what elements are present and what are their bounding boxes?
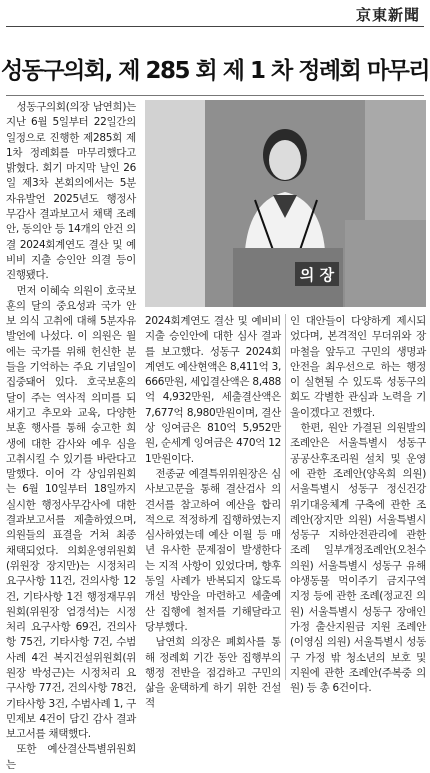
article-column-1: [6, 100, 136, 771]
newspaper-masthead: 京東新聞: [355, 6, 420, 24]
side-desk: [345, 220, 426, 307]
photo-illustration: [145, 100, 426, 307]
person-face: [269, 140, 301, 180]
paragraph: 남연희 의장은 폐회사를 통해 정례회 기간 동안 집행부의 행정 전반을 점검하고 구민의 삶을 윤택하게 하기 위한 건설적: [145, 636, 281, 710]
podium-label: 의 장: [299, 266, 335, 284]
paragraph: 먼저 이혜숙 의원이 호국보훈의 달의 중요성과 국가 안보 의식 고취에 대해 5분자유발언에 나섰다. 이 의원은 월에는 국가를 위해 헌신한 분들을 기억하는 주요 기념일이 집중돼어 있다. 호국보훈의 달이 주는 역사적 의미를 되새기고 추모와 교육, 다양한 보훈 행사를 통해 숭고한 희생에 대한 감사와 예우 심을 고취시킬 수 있기를 바란다고 말했다. 이어 각 상임위원회는 6월 10일부터 18일까지 실시한 행정사무감사에 대한 결과보고서를 제출하였으며, 의원들의 표결을 거쳐 최종 채택되었다. 의회운영위원회(위원장 장지만)는 시정처리 요구사항 11건, 건의사항 12건, 기타사항 1건 행정재무위원회(위원장 엄경석)는 시정처리 요구사항 69건, 건의사항 75건, 기타사항 7건, 수범사례 4건 복지건설위원회(위원장 박성근)는 시정처리 요구사항 77건, 건의사항 78건, 기타사항 3건, 수범사례 1, 구민제보 4건이 담긴 감사 결과보고서를 채택했다.: [6, 284, 136, 741]
article-column-2: [145, 314, 281, 710]
paragraph: 성동구의회(의장 남연희)는 지난 6월 5일부터 22일간의 일정으로 진행한 제285회 제1차 정례회를 마무리했다고 밝혔다. 회기 마지막 날인 26일 제3차 본회의에서는 5분자유발언 2025년도 행정사무감사 결과보고서 채택 조례안, 동의안 등 14개의 안건 의결 2024회계연도 결산 및 예비비 지출 승인안 의결 등이 진행됐다.: [6, 101, 136, 282]
background-panel-left: [145, 100, 205, 307]
chairperson-photo: [145, 100, 426, 307]
paragraph: 또한 예산결산특별위원회는: [6, 743, 136, 771]
column-divider: [285, 314, 286, 680]
paragraph: 2024회계연도 결산 및 예비비 지출 승인안에 대한 심사 결과를 보고했다. 성동구 2024회계연도 예산현액은 8,411억 3,666만원, 세입결산액은 8,488억 4,932만원, 세출결산액은 7,677억 8,980만원이며, 결산상 잉여금은 810억 5,952만원, 순세계 잉여금은 470억 121만원이다.: [145, 315, 281, 465]
paragraph: 인 대안들이 다양하게 제시되었다며, 본격적인 무더위와 장마철을 앞두고 구민의 생명과 안전을 최우선으로 하는 행정이 실현될 수 있도록 성동구의 회도 각별한 관심과 노력을 기울이겠다고 전했다.: [290, 315, 426, 419]
paragraph: 전종균 예결특위위원장은 심사보고문을 통해 결산검사 의견서를 참고하여 예산을 합리적으로 적정하게 집행하였는지 심사하였는데 예산 이월 등 매년 유사한 문제점이 발생한다는 지적 사항이 있었다며, 향후 동일 사례가 반복되지 않도록 개선 방안을 마련하고 세출예산 집행에 철저를 기해달라고 당부했다.: [145, 467, 281, 633]
article-column-3: [290, 314, 426, 695]
masthead-rule: [6, 26, 424, 27]
headline-rule: [6, 95, 424, 96]
paragraph: 한편, 원안 가결된 의원발의 조례안은 서울특별시 성동구 공공산후조리원 설치 및 운영에 관한 조례안(양옥희 의원) 서울특별시 성동구 정신건강 위기대응체계 구축에 관한 조례안(장지만 의원) 서울특별시 성동구 지하안전관리에 관한 조례 일부개정조례안(오천수 의원) 서울특별시 성동구 유해야생동물 먹이주기 금지구역 지정 등에 관한 조례(정교진 의원) 서울특별시 성동구 장애인가정 출산지원금 지원 조례안(이영심 의원) 서울특별시 성동구 가정 밖 청소년의 보호 및 지원에 관한 조례안(주복중 의원) 등 총 6건이다.: [290, 422, 426, 695]
article-headline: 성동구의회, 제 285 회 제 1 차 정례회 마무리: [0, 58, 430, 84]
